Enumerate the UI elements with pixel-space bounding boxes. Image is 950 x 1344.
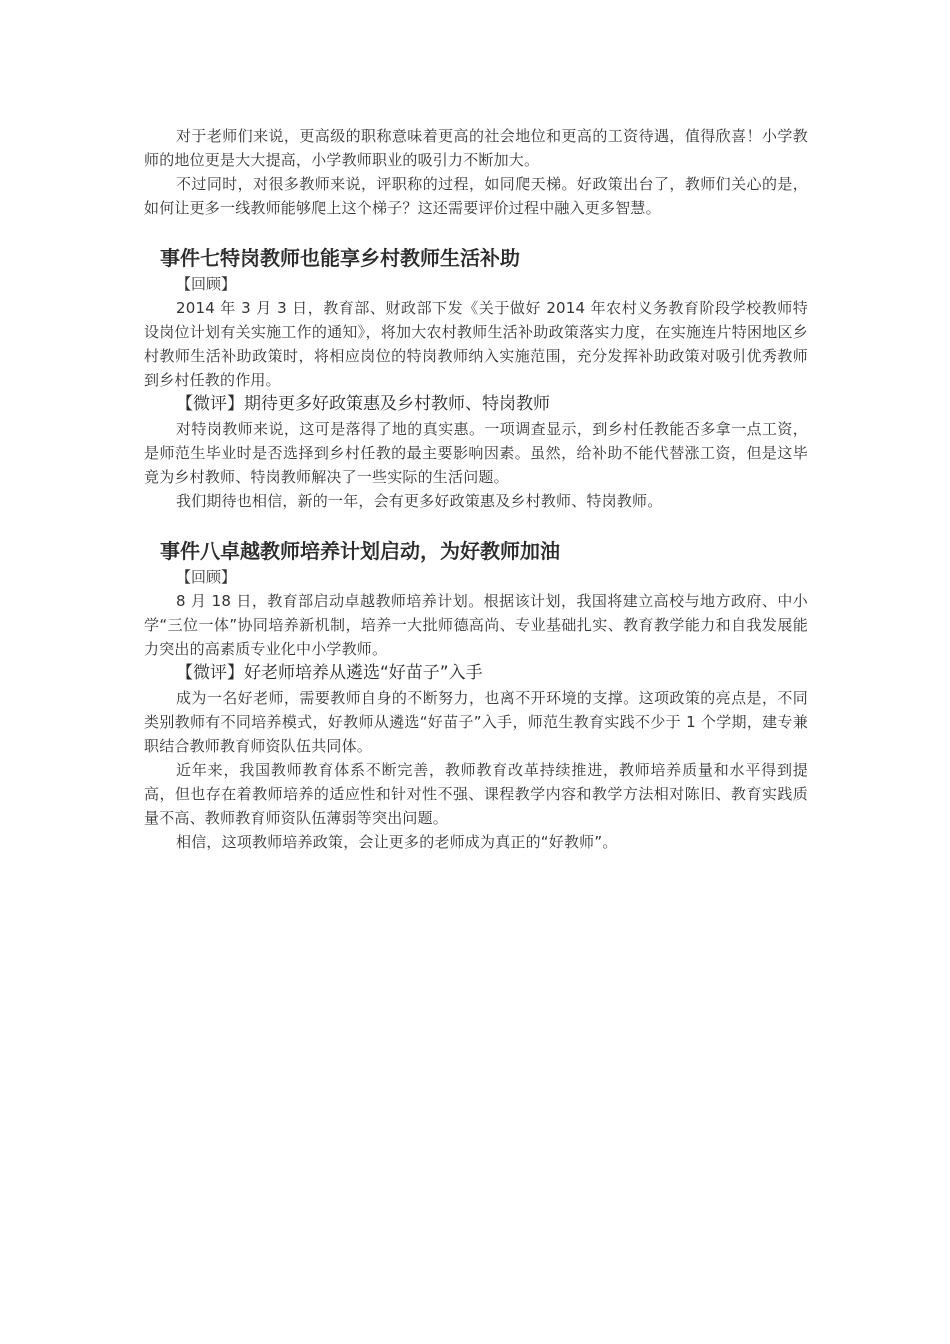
event7-title: 事件七特岗教师也能享乡村教师生活补助 [160,246,520,270]
event7-comment-heading: 【微评】期待更多好政策惠及乡村教师、特岗教师 [176,394,550,414]
event8-comment-heading: 【微评】好老师培养从遴选“好苗子”入手 [176,663,483,683]
event7-section [144,244,808,513]
event8-comment-paragraph-3: 相信，这项教师培养政策，会让更多的老师成为真正的“好教师”。 [176,833,618,851]
event8-comment-paragraph-1: 成为一名好老师，需要教师自身的不断努力，也离不开环境的支撑。这项政策的亮点是，不同类别教师有不同培养模式，好教师从遴选“好苗子”入手，师范生教育实践不少于 1 个学期，建专兼职结合教师教育师资队伍共同体。 [144,689,808,755]
event7-comment-paragraph-1: 对特岗教师来说，这可是落得了地的真实惠。一项调查显示，到乡村任教能否多拿一点工资，是师范生毕业时是否选择到乡村任教的最主要影响因素。虽然，给补助不能代替涨工资，但是这毕竟为乡村教师、特岗教师解决了一些实际的生活问题。 [144,420,808,486]
event8-section [144,537,808,854]
document-page [144,124,808,854]
intro-paragraph-1: 对于老师们来说，更高级的职称意味着更高的社会地位和更高的工资待遇，值得欣喜！小学教师的地位更是大大提高，小学教师职业的吸引力不断加大。 [144,127,808,169]
event8-title: 事件八卓越教师培养计划启动，为好教师加油 [160,539,560,563]
event7-comment-paragraph-2: 我们期待也相信，新的一年，会有更多好政策惠及乡村教师、特岗教师。 [176,492,663,510]
event7-review-text: 2014 年 3 月 3 日，教育部、财政部下发《关于做好 2014 年农村义务教育阶段学校教师特设岗位计划有关实施工作的通知》，将加大农村教师生活补助政策落实力度，在实施连片特困地区乡村教师生活补助政策时，将相应岗位的特岗教师纳入实施范围，充分发挥补助政策对吸引优秀教师到乡村任教的作用。 [144,299,808,389]
event8-review-label: 【回顾】 [176,568,237,586]
event8-comment-paragraph-2: 近年来，我国教师教育体系不断完善，教师教育改革持续推进，教师培养质量和水平得到提高，但也存在着教师培养的适应性和针对性不强、课程教学内容和教学方法相对陈旧、教育实践质量不高、教师教育师资队伍薄弱等突出问题。 [144,761,808,827]
intro-paragraph-2: 不过同时，对很多教师来说，评职称的过程，如同爬天梯。好政策出台了，教师们关心的是，如何让更多一线教师能够爬上这个梯子？这还需要评价过程中融入更多智慧。 [144,175,808,217]
event8-review-text: 8 月 18 日，教育部启动卓越教师培养计划。根据该计划，我国将建立高校与地方政府、中小学“三位一体”协同培养新机制，培养一大批师德高尚、专业基础扎实、教育教学能力和自我发展能力突出的高素质专业化中小学教师。 [144,592,808,658]
event7-review-label: 【回顾】 [176,275,237,293]
